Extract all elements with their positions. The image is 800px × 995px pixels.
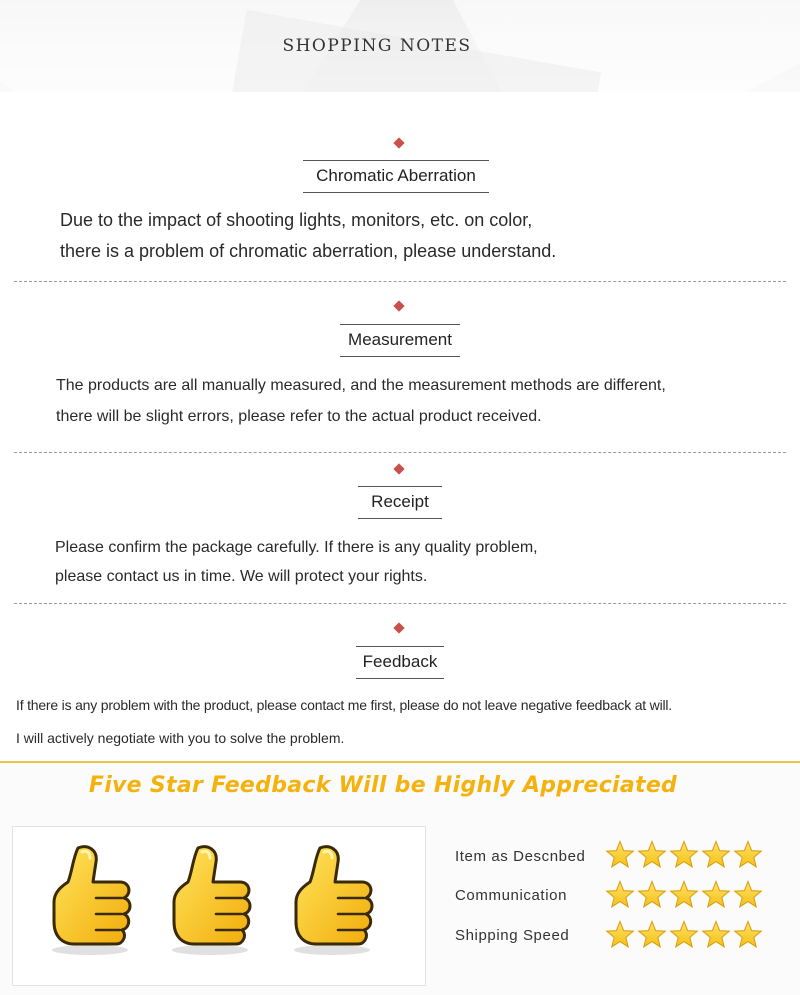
page-header <box>0 0 800 92</box>
star-icon <box>605 920 635 949</box>
section-text-line: If there is any problem with the product, please contact me first, please do not leave negative feedback at will. <box>16 697 672 713</box>
rating-label-communication: Communication <box>455 887 568 904</box>
banner-title: Five Star Feedback Will be Highly Appreciated <box>88 773 678 798</box>
star-icon <box>605 840 635 869</box>
star-icon <box>605 880 635 909</box>
section-title: Feedback <box>356 646 444 679</box>
star-icon <box>637 920 667 949</box>
star-icon <box>733 880 763 909</box>
thumbs-up-icon <box>40 838 136 963</box>
star-icon <box>637 880 667 909</box>
section-title: Receipt <box>358 486 442 519</box>
star-icon <box>701 840 731 869</box>
star-icon <box>669 880 699 909</box>
divider <box>14 452 786 453</box>
thumbs-up-icon <box>282 838 378 963</box>
section-text-line: please contact us in time. We will protect your rights. <box>55 568 428 585</box>
section-text-line: Please confirm the package carefully. If there is any quality problem, <box>55 539 538 556</box>
section-title: Measurement <box>340 324 460 357</box>
section-text-line: I will actively negotiate with you to solve the problem. <box>16 730 345 746</box>
divider <box>14 603 786 604</box>
diamond-icon <box>393 300 404 311</box>
rating-label-item-as-described: Item as Descnbed <box>455 848 586 865</box>
section-text-line: The products are all manually measured, and the measurement methods are different, <box>56 377 666 394</box>
star-icon <box>701 880 731 909</box>
star-icon <box>637 840 667 869</box>
page-title: SHOPPING NOTES <box>282 36 472 56</box>
diamond-icon <box>393 137 404 148</box>
star-icon <box>733 920 763 949</box>
diamond-icon <box>393 622 404 633</box>
rating-label-shipping-speed: Shipping Speed <box>455 927 570 944</box>
star-icon <box>701 920 731 949</box>
banner-top-line <box>0 761 800 763</box>
star-icon <box>669 920 699 949</box>
star-icon <box>669 840 699 869</box>
section-title: Chromatic Aberration <box>303 160 489 193</box>
star-icon <box>733 840 763 869</box>
section-text-line: Due to the impact of shooting lights, monitors, etc. on color, <box>60 210 533 230</box>
diamond-icon <box>393 463 404 474</box>
section-text-line: there is a problem of chromatic aberration, please understand. <box>60 241 557 261</box>
section-text-line: there will be slight errors, please refer to the actual product received. <box>56 408 542 425</box>
divider <box>14 281 786 282</box>
thumbs-up-icon <box>160 838 256 963</box>
